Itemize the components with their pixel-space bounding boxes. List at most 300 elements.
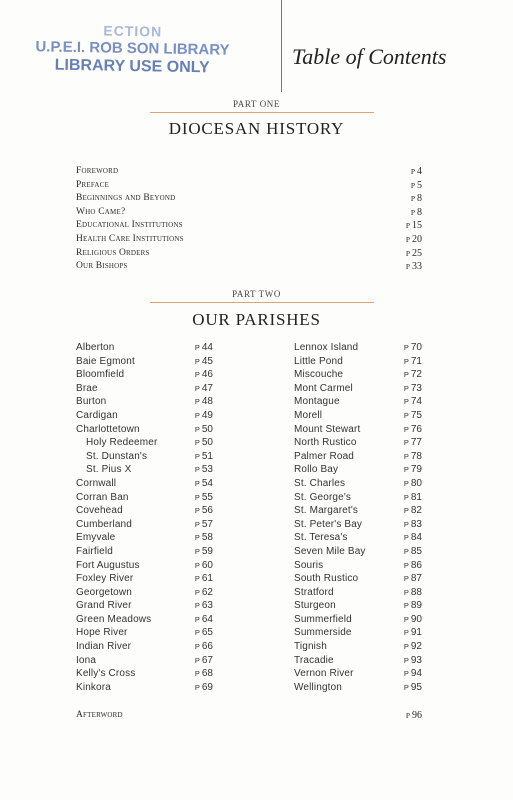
parish-entry[interactable] [76, 410, 213, 424]
entry-title: Tignish [294, 641, 327, 653]
entry-page [411, 166, 422, 177]
parish-entry[interactable] [76, 424, 213, 438]
entry-title: Educational Institutions [76, 220, 183, 231]
entry-title: St. Charles [294, 477, 346, 489]
page-number: 4 [417, 166, 422, 177]
page-number: 50 [201, 437, 213, 449]
part-one-heading: DIOCESAN HISTORY [168, 119, 345, 138]
entry-title: Cardigan [76, 409, 118, 421]
entry-title: Indian River [76, 641, 132, 653]
history-list [76, 166, 422, 275]
page-prefix: P [194, 655, 200, 665]
entry-title: Morell [294, 409, 323, 421]
page-number: 64 [201, 613, 213, 625]
parish-entry[interactable] [294, 655, 422, 669]
page-number: 44 [201, 342, 213, 353]
entry-page [195, 383, 213, 394]
page-number: 57 [201, 518, 213, 530]
parish-entry[interactable] [76, 396, 213, 410]
parish-entry[interactable] [76, 478, 213, 492]
entry-title: Cornwall [76, 477, 117, 489]
entry-title: Religious Orders [76, 247, 150, 258]
entry-title: Bloomfield [76, 369, 125, 381]
page-prefix: P [194, 519, 200, 529]
entry-page [404, 627, 422, 638]
entry-title: Fort Augustus [76, 559, 140, 571]
entry-page [404, 478, 422, 489]
entry-title: Lennox Island [294, 342, 359, 353]
entry-page [404, 410, 422, 421]
page-prefix: P [194, 628, 200, 638]
entry-page [404, 546, 422, 557]
parish-entry[interactable] [294, 451, 422, 465]
entry-title: Covehead [76, 505, 123, 517]
page-number: 69 [201, 681, 213, 693]
entry-title: Charlottetown [76, 423, 140, 435]
afterword-section [76, 710, 422, 724]
parish-entry[interactable] [76, 356, 213, 370]
page-number: 25 [412, 247, 422, 259]
page-number: 95 [410, 681, 422, 693]
page-number: 8 [417, 206, 422, 218]
parish-entry[interactable] [76, 546, 213, 560]
page-number: 49 [201, 409, 213, 421]
parish-entry[interactable] [294, 383, 422, 397]
entry-page [404, 519, 422, 530]
page-prefix: P [405, 262, 410, 272]
entry-title: Iona [76, 654, 97, 666]
parish-entry[interactable] [294, 396, 422, 410]
page-number: 92 [410, 641, 422, 653]
parish-entry[interactable] [76, 560, 213, 574]
entry-page [404, 437, 422, 448]
page-prefix: P [194, 601, 200, 611]
parish-entry[interactable] [76, 655, 213, 669]
page-prefix: P [405, 248, 410, 258]
entry-page [195, 546, 213, 557]
page-prefix: P [403, 682, 409, 692]
entry-page [195, 342, 213, 353]
entry-page [404, 464, 422, 475]
part-two-heading: OUR PARISHES [192, 310, 321, 329]
entry-page [195, 369, 213, 380]
entry-page [195, 560, 213, 571]
entry-page [404, 600, 422, 611]
entry-title: St. Peter's Bay [294, 518, 363, 530]
parish-entry[interactable] [76, 627, 213, 641]
parish-entry[interactable] [76, 492, 213, 506]
entry-page [195, 410, 213, 421]
parish-entry[interactable] [76, 668, 213, 682]
page-prefix: P [403, 560, 409, 570]
entry-title: Who Came? [76, 206, 126, 217]
entry-page [404, 383, 422, 394]
page-prefix: P [403, 383, 409, 393]
entry-title: St. Dunstan's [86, 450, 148, 462]
entry-page [404, 424, 422, 435]
entry-title: Alberton [76, 342, 115, 353]
entry-title: Our Bishops [76, 261, 128, 272]
parish-entry[interactable] [294, 478, 422, 492]
entry-title: Palmer Road [294, 450, 355, 462]
page-prefix: P [403, 614, 409, 624]
page-prefix: P [194, 424, 200, 434]
page-number: 15 [412, 220, 422, 232]
entry-page [195, 668, 213, 679]
page-number: 55 [201, 491, 213, 503]
page-prefix: P [403, 669, 409, 679]
page-number: 78 [410, 450, 422, 462]
entry-title: Mount Stewart [294, 423, 361, 435]
page-prefix: P [405, 221, 410, 231]
page-number: 93 [410, 654, 422, 666]
page-prefix: P [403, 587, 409, 597]
page-number: 50 [201, 423, 213, 435]
page-number: 47 [201, 382, 213, 394]
page-prefix: P [194, 669, 200, 679]
page-number: 90 [410, 613, 422, 625]
entry-title: Baie Egmont [76, 355, 135, 367]
entry-page [411, 180, 422, 191]
page-prefix: P [194, 343, 200, 352]
entry-title: Holy Redeemer [86, 437, 158, 449]
history-entry[interactable] [76, 193, 422, 207]
page-prefix: P [403, 410, 409, 420]
page-prefix: P [403, 628, 409, 638]
parish-entry[interactable] [76, 342, 213, 356]
entry-title: St. Teresa's [294, 532, 348, 544]
page-prefix: P [405, 234, 410, 244]
entry-page [195, 356, 213, 367]
entry-title: Preface [76, 179, 110, 190]
parish-entry[interactable] [294, 437, 422, 451]
page-prefix: P [194, 492, 200, 502]
entry-title: Emyvale [76, 532, 116, 544]
page-prefix: P [403, 546, 409, 556]
entry-title: St. Pius X [86, 464, 132, 476]
entry-page [404, 492, 422, 503]
page-number: 86 [410, 559, 422, 571]
part-one-label: PART ONE [232, 99, 281, 109]
page-prefix: P [403, 356, 409, 366]
parish-entry[interactable] [294, 464, 422, 478]
page-number: 87 [410, 573, 422, 585]
history-entry[interactable] [76, 220, 422, 234]
page-prefix: P [403, 492, 409, 502]
parish-entry[interactable] [76, 451, 213, 465]
page-prefix: P [410, 167, 415, 176]
page-prefix: P [194, 546, 200, 556]
entry-page [404, 641, 422, 652]
page-prefix: P [403, 424, 409, 434]
entry-page [411, 193, 422, 204]
page-prefix: P [403, 397, 409, 407]
page-number: 71 [410, 355, 422, 367]
entry-page [404, 532, 422, 543]
entry-title: Little Pond [294, 355, 343, 367]
entry-page [404, 587, 422, 598]
page-title: Table of Contents [292, 44, 447, 69]
parish-entry[interactable] [76, 587, 213, 601]
entry-page [406, 248, 422, 259]
page-number: 91 [410, 627, 422, 639]
part-two-label: PART TWO [232, 289, 281, 299]
entry-title: St. George's [294, 491, 352, 503]
page-number: 72 [410, 369, 422, 381]
entry-page [195, 682, 213, 693]
afterword-page: P 96 [405, 710, 422, 721]
entry-title: Souris [294, 559, 324, 571]
vertical-divider [281, 0, 282, 92]
page-prefix: P [194, 383, 200, 393]
entry-page [404, 396, 422, 407]
parish-entry[interactable] [294, 587, 422, 601]
parish-entry[interactable] [294, 492, 422, 506]
page-prefix: P [403, 642, 409, 652]
parish-entry[interactable] [76, 614, 213, 628]
history-entry[interactable] [76, 180, 422, 194]
page-number: 58 [201, 532, 213, 544]
page-prefix: P [194, 438, 200, 448]
entry-page [195, 424, 213, 435]
entry-title: Kinkora [76, 681, 111, 693]
page-prefix: P [410, 194, 415, 204]
stamp-line-1: ECTION [103, 22, 163, 40]
page-prefix: P [194, 587, 200, 597]
parish-entry[interactable] [294, 573, 422, 587]
parish-entry[interactable] [294, 627, 422, 641]
parish-entry[interactable] [76, 437, 213, 451]
parish-entry[interactable] [76, 464, 213, 478]
parish-entry[interactable] [76, 641, 213, 655]
entry-title: Brae [76, 382, 98, 394]
entry-page [195, 519, 213, 530]
page-number: 89 [410, 600, 422, 612]
page-number: 5 [417, 179, 422, 191]
entry-page [195, 573, 213, 584]
entry-title: North Rustico [294, 437, 357, 449]
library-stamp [20, 20, 246, 78]
entry-page [195, 655, 213, 666]
page-prefix: P [403, 506, 409, 516]
page-number: 81 [410, 491, 422, 503]
stamp-line-2: U.P.E.I. ROB SON LIBRARY [35, 38, 230, 59]
page-number: 85 [410, 545, 422, 557]
parish-entry[interactable] [294, 342, 422, 356]
entry-title: Sturgeon [294, 600, 336, 612]
parish-entry[interactable] [76, 573, 213, 587]
entry-page [195, 614, 213, 625]
entry-page [404, 451, 422, 462]
history-entry[interactable] [76, 207, 422, 221]
page-prefix: P [194, 451, 200, 461]
page-number: 94 [410, 668, 422, 680]
page-prefix: P [194, 506, 200, 516]
stamp-line-3: LIBRARY USE ONLY [54, 56, 210, 77]
entry-page [195, 627, 213, 638]
parish-entry[interactable] [294, 424, 422, 438]
afterword-row[interactable] [76, 710, 422, 724]
parish-entry[interactable] [294, 614, 422, 628]
entry-page [404, 682, 422, 693]
entry-title: Foxley River [76, 573, 134, 585]
entry-page [195, 478, 213, 489]
entry-page [404, 560, 422, 571]
page-number: 83 [410, 518, 422, 530]
entry-title: Georgetown [76, 586, 132, 598]
entry-title: Beginnings and Beyond [76, 193, 176, 204]
page-number: 79 [410, 464, 422, 476]
entry-page [404, 573, 422, 584]
entry-title: Montague [294, 396, 340, 408]
entry-title: Mont Carmel [294, 382, 353, 394]
parish-entry[interactable] [294, 600, 422, 614]
parish-list-right [294, 342, 422, 695]
page-prefix: P [194, 614, 200, 624]
parish-entry[interactable] [76, 369, 213, 383]
parish-entry[interactable] [76, 383, 213, 397]
page-number: 73 [410, 382, 422, 394]
page-prefix: P [403, 574, 409, 584]
page-number: 61 [201, 573, 213, 585]
page-prefix: P [194, 682, 200, 692]
page-prefix: P [194, 397, 200, 407]
parish-entry[interactable] [76, 532, 213, 546]
page-prefix: P [403, 655, 409, 665]
page-prefix: P [194, 478, 200, 488]
page-number: 74 [410, 396, 422, 408]
entry-page [406, 234, 422, 245]
page-number: 46 [201, 369, 213, 381]
entry-page [411, 207, 422, 218]
part-one-rule [150, 112, 374, 113]
entry-title: Corran Ban [76, 491, 129, 503]
parish-entry[interactable] [294, 560, 422, 574]
page-prefix: P [403, 478, 409, 488]
entry-page [406, 220, 422, 231]
parish-entry[interactable] [294, 668, 422, 682]
history-entry[interactable] [76, 234, 422, 248]
entry-title: Rollo Bay [294, 464, 339, 476]
page-number: 8 [417, 193, 422, 205]
entry-title: Kelly's Cross [76, 668, 136, 680]
page-number: 48 [201, 396, 213, 408]
parish-entry[interactable] [294, 532, 422, 546]
page-prefix: P [403, 533, 409, 543]
entry-title: Foreword [76, 166, 119, 176]
page-number: 51 [201, 450, 213, 462]
entry-page [195, 437, 213, 448]
page-number: 70 [410, 342, 422, 353]
page-prefix: P [403, 343, 409, 352]
entry-title: Grand River [76, 600, 132, 612]
parish-entry[interactable] [294, 410, 422, 424]
entry-title: Health Care Institutions [76, 233, 184, 244]
page-number: 62 [201, 586, 213, 598]
parish-entry[interactable] [294, 682, 422, 696]
entry-title: Green Meadows [76, 613, 152, 625]
entry-page [195, 464, 213, 475]
page-prefix: P [403, 438, 409, 448]
page-number: 54 [201, 477, 213, 489]
page-prefix: P [410, 180, 415, 190]
entry-title: Tracadie [294, 654, 334, 666]
parish-entry[interactable] [76, 682, 213, 696]
page-number: 56 [201, 505, 213, 517]
entry-title: Summerfield [294, 613, 352, 625]
parish-entry[interactable] [294, 356, 422, 370]
entry-page [195, 451, 213, 462]
page-number: 63 [201, 600, 213, 612]
parish-entry[interactable] [76, 519, 213, 533]
entry-page [404, 342, 422, 353]
entry-title: Stratford [294, 586, 334, 598]
page-number: 66 [201, 641, 213, 653]
parish-entry[interactable] [294, 369, 422, 383]
entry-title: South Rustico [294, 573, 359, 585]
parish-entry[interactable] [294, 641, 422, 655]
entry-page [404, 356, 422, 367]
entry-page [404, 614, 422, 625]
page-number: 53 [201, 464, 213, 476]
entry-page [195, 492, 213, 503]
entry-page [404, 655, 422, 666]
entry-title: St. Margaret's [294, 505, 359, 517]
page-number: 59 [201, 545, 213, 557]
page-number: 77 [410, 437, 422, 449]
entry-title: Miscouche [294, 369, 344, 381]
page-number: 45 [201, 355, 213, 367]
page-number: 67 [201, 654, 213, 666]
parish-list-left [76, 342, 213, 695]
page-prefix: P [194, 370, 200, 380]
parish-entry[interactable] [294, 546, 422, 560]
history-entry[interactable] [76, 248, 422, 262]
entry-title: Cumberland [76, 518, 132, 530]
page-number: 76 [410, 423, 422, 435]
part-two-rule [150, 302, 374, 303]
page-prefix: P [403, 519, 409, 529]
page-prefix: P [403, 451, 409, 461]
entry-title: Seven Mile Bay [294, 545, 366, 557]
page-prefix: P [410, 207, 415, 217]
parish-entry[interactable] [294, 519, 422, 533]
page-prefix: P [194, 533, 200, 543]
parish-entry[interactable] [294, 505, 422, 519]
page-number: 60 [201, 559, 213, 571]
page-number: 68 [201, 668, 213, 680]
page-number: 20 [412, 233, 422, 245]
page-prefix: P [403, 465, 409, 475]
page-prefix: P [194, 574, 200, 584]
page-prefix: P [403, 601, 409, 611]
parish-entry[interactable] [76, 600, 213, 614]
history-entry[interactable] [76, 261, 422, 275]
page-prefix: P [194, 642, 200, 652]
page-number: 65 [201, 627, 213, 639]
page-number: 82 [410, 505, 422, 517]
entry-page [195, 587, 213, 598]
entry-page [195, 600, 213, 611]
page-prefix: P [194, 560, 200, 570]
history-entry[interactable] [76, 166, 422, 180]
page-prefix: P [194, 356, 200, 366]
page-number: 88 [410, 586, 422, 598]
parish-entry[interactable] [76, 505, 213, 519]
entry-title: Burton [76, 396, 107, 408]
page-number: 84 [410, 532, 422, 544]
entry-page [406, 261, 422, 272]
